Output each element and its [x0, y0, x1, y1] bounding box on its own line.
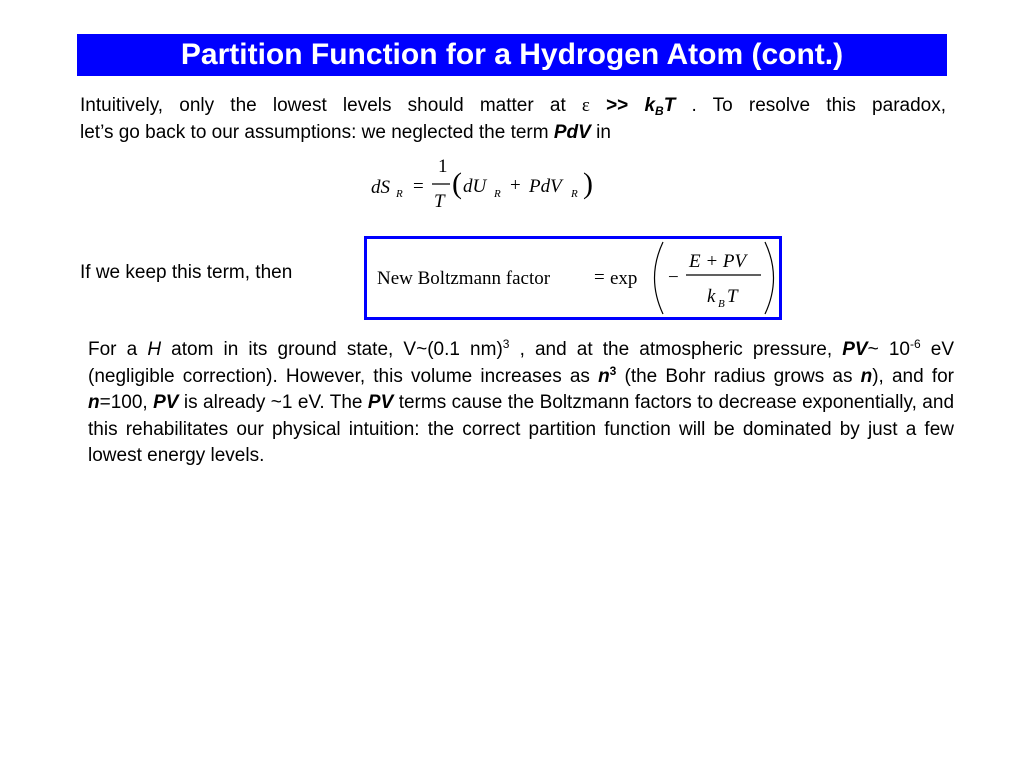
eq2-den-sub: B — [718, 298, 725, 310]
boltzmann-factor-box — [364, 236, 782, 320]
pdv-term: PdV — [553, 121, 591, 143]
pv-term: PV — [153, 392, 179, 413]
n-symbol: n — [88, 392, 100, 413]
eq2-label: New Boltzmann factor — [377, 268, 551, 289]
eq1-open-paren: ( — [452, 167, 462, 200]
eq1-pdv-sub: R — [571, 188, 578, 200]
n-symbol: n — [598, 365, 610, 387]
eq1-plus: + — [510, 175, 521, 196]
eq2-den-k: k — [707, 286, 716, 307]
eq2-exp: exp — [610, 268, 638, 289]
intro-paragraph: Intuitively, only the lowest levels should matter at $\varepsilon >> k_BT$ . To resolve this paradox, let’s go back to our assumptions: we neglected the term PdV in — [80, 95, 947, 143]
eq1-lhs-sub: R — [396, 188, 403, 200]
eq2-equals: = — [594, 267, 605, 288]
epsilon-symbol: ε — [581, 95, 590, 116]
n-symbol: n — [860, 365, 873, 387]
keep-term-label: If we keep this term, then — [80, 262, 293, 283]
eq1-du: dU — [463, 176, 487, 197]
eq1-equals: = — [413, 176, 424, 197]
hydrogen-symbol: H — [147, 339, 162, 360]
pv-term: PV — [842, 339, 868, 360]
boltzmann-factor-equation — [367, 239, 779, 317]
entropy-equation — [370, 155, 600, 215]
eq2-close-bracket — [765, 242, 774, 314]
intro-line-1: Intuitively, only the lowest levels should matter at $\varepsilon >> k_BT$ . To resolve this paradox, — [80, 95, 947, 118]
eq2-numerator: E + PV — [689, 251, 747, 272]
eq2-minus: − — [668, 267, 679, 288]
pv-term: PV — [367, 392, 394, 413]
boltzmann-constant: $k_B$ — [644, 95, 664, 118]
eq2-open-bracket — [655, 242, 664, 314]
eq1-close-paren: ) — [583, 167, 593, 200]
eq2-den-t: T — [727, 286, 738, 307]
eq1-du-sub: R — [494, 188, 501, 200]
slide-title: Partition Function for a Hydrogen Atom (cont.) — [77, 34, 947, 76]
eq1-pdv: PdV — [529, 176, 562, 197]
temperature-symbol: T — [663, 95, 676, 116]
explanation-paragraph: For a H atom in its ground state, V~(0.1 nm)$^3$ , and at the atmospheric pressure, PV~ $10^{-6}$ eV (negligible correction). However, this volume increases as $n^3$ (the Bohr radius grows as n), and for n=100, PV is already ~1 eV. The PV terms cause the Boltzmann factors to decrease exponentially, and this rehabilitates our physical intuition: the correct partition function will be dominated by just a few lowest energy levels. — [88, 337, 955, 466]
eq1-frac-den: T — [434, 191, 445, 212]
eq1-frac-num: 1 — [438, 156, 448, 177]
eq1-lhs: dS — [371, 177, 390, 198]
